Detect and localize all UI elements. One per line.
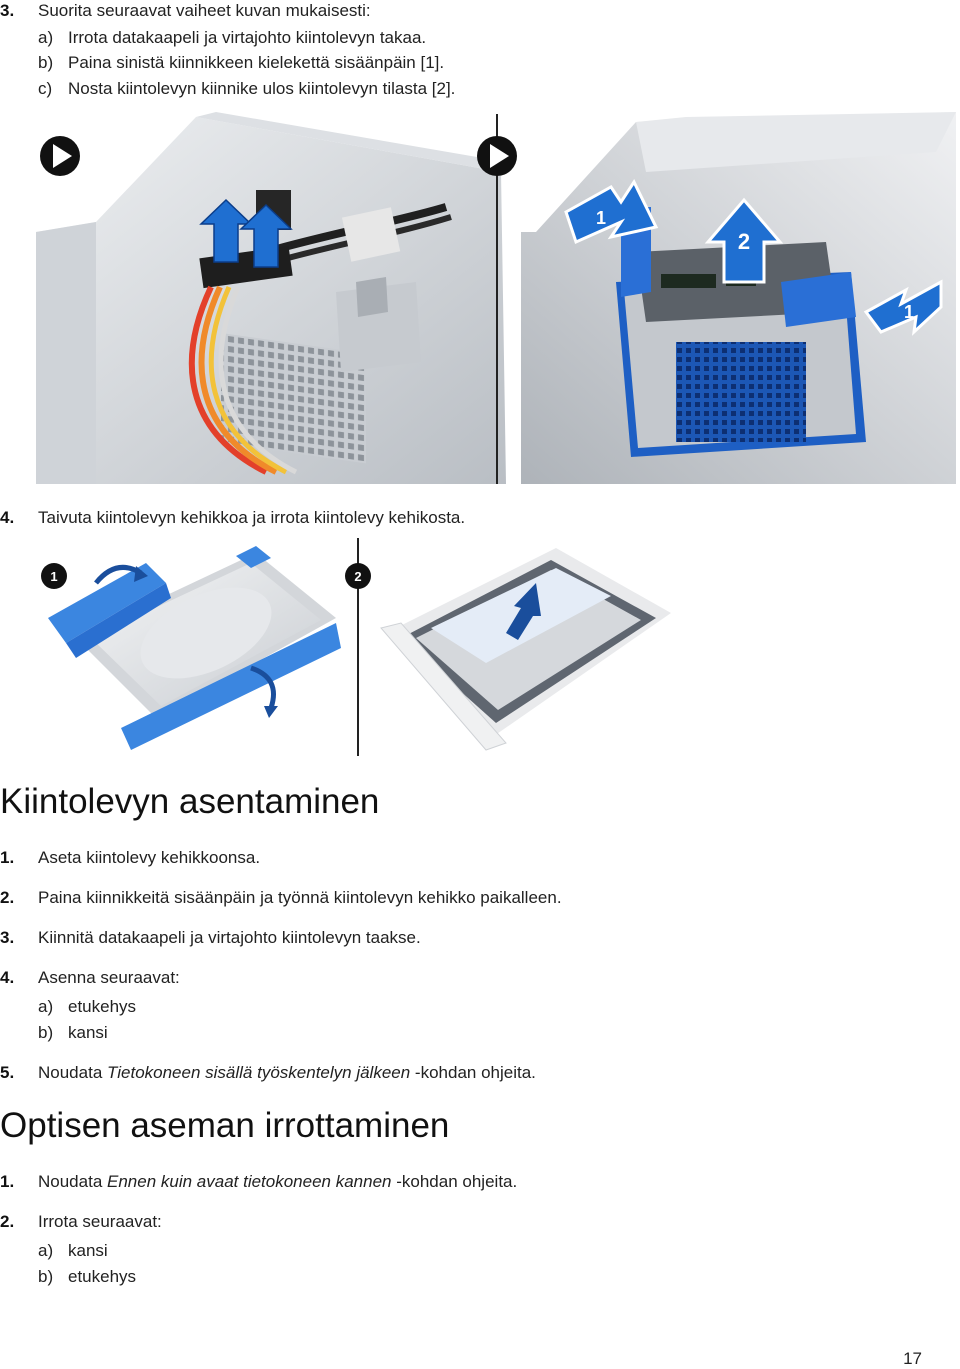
figure-hdd-caddy bbox=[36, 538, 676, 756]
step-text: Asenna seuraavat: bbox=[38, 968, 180, 987]
step-text-reference-link[interactable]: Tietokoneen sisällä työskentelyn jälkeen bbox=[107, 1063, 411, 1082]
step-text-reference-link[interactable]: Ennen kuin avaat tietokoneen kannen bbox=[107, 1172, 392, 1191]
substep-label: c) bbox=[38, 79, 53, 98]
badge-number: 2 bbox=[354, 569, 362, 584]
callout-number: 2 bbox=[737, 229, 751, 254]
badge-number: 1 bbox=[50, 569, 58, 584]
step-number: 2. bbox=[0, 1212, 15, 1231]
step-text: Aseta kiintolevy kehikkoonsa. bbox=[38, 848, 261, 867]
figure-hdd-removal-illustration bbox=[36, 112, 956, 484]
substep-label: a) bbox=[38, 1241, 54, 1260]
left-panel bbox=[36, 112, 506, 484]
step-text-pre: Noudata bbox=[38, 1172, 107, 1191]
step-number: 3. bbox=[0, 928, 15, 947]
step-text bbox=[38, 1171, 517, 1193]
step-number: 4. bbox=[0, 508, 15, 527]
optical-substep-b bbox=[38, 1266, 136, 1288]
figure-hdd-caddy-illustration bbox=[36, 538, 676, 756]
step-number: 2. bbox=[0, 888, 15, 907]
substep-text: kansi bbox=[68, 1023, 108, 1042]
substep-label: b) bbox=[38, 1023, 54, 1042]
right-panel bbox=[477, 112, 956, 484]
substep-b bbox=[38, 52, 444, 74]
step-number: 4. bbox=[0, 968, 15, 987]
optical-substep-a bbox=[38, 1240, 108, 1262]
step-text: Taivuta kiintolevyn kehikkoa ja irrota kiintolevy kehikosta. bbox=[38, 508, 466, 527]
section-heading-install: Kiintolevyn asentaminen bbox=[0, 782, 380, 821]
substep-label: a) bbox=[38, 28, 54, 47]
substep-text: kansi bbox=[68, 1241, 108, 1260]
section-heading-optical: Optisen aseman irrottaminen bbox=[0, 1106, 450, 1145]
substep-text: Irrota datakaapeli ja virtajohto kiintolevyn takaa. bbox=[68, 28, 427, 47]
step-text: Paina kiinnikkeitä sisäänpäin ja työnnä kiintolevyn kehikko paikalleen. bbox=[38, 888, 562, 907]
step-number: 3. bbox=[0, 1, 15, 20]
page-number: 17 bbox=[903, 1349, 922, 1368]
step-text-pre: Noudata bbox=[38, 1063, 107, 1082]
step-text-post: -kohdan ohjeita. bbox=[391, 1172, 518, 1191]
step-number: 5. bbox=[0, 1063, 15, 1082]
step-text bbox=[38, 1062, 536, 1084]
install-substep-a bbox=[38, 996, 136, 1018]
step-text: Irrota seuraavat: bbox=[38, 1212, 162, 1231]
step-number: 1. bbox=[0, 1172, 15, 1191]
substep-label: b) bbox=[38, 1267, 54, 1286]
substep-a bbox=[38, 27, 426, 49]
substep-label: b) bbox=[38, 53, 54, 72]
left-drive bbox=[41, 546, 341, 750]
step-number: 1. bbox=[0, 848, 15, 867]
substep-text: Nosta kiintolevyn kiinnike ulos kiintolevyn tilasta [2]. bbox=[68, 79, 456, 98]
substep-text: Paina sinistä kiinnikkeen kielekettä sisäänpäin [1]. bbox=[68, 53, 445, 72]
substep-text: etukehys bbox=[68, 1267, 137, 1286]
step-text: Kiinnitä datakaapeli ja virtajohto kiintolevyn taakse. bbox=[38, 928, 421, 947]
substep-c bbox=[38, 78, 455, 100]
callout-number: 1 bbox=[595, 208, 607, 228]
substep-label: a) bbox=[38, 997, 54, 1016]
figure-hdd-removal bbox=[36, 112, 956, 484]
install-substep-b bbox=[38, 1022, 108, 1044]
right-drive bbox=[345, 548, 671, 750]
callout-number: 1 bbox=[903, 302, 915, 322]
substep-text: etukehys bbox=[68, 997, 137, 1016]
step-text-post: -kohdan ohjeita. bbox=[410, 1063, 536, 1082]
step-text: Suorita seuraavat vaiheet kuvan mukaisesti: bbox=[38, 1, 371, 20]
